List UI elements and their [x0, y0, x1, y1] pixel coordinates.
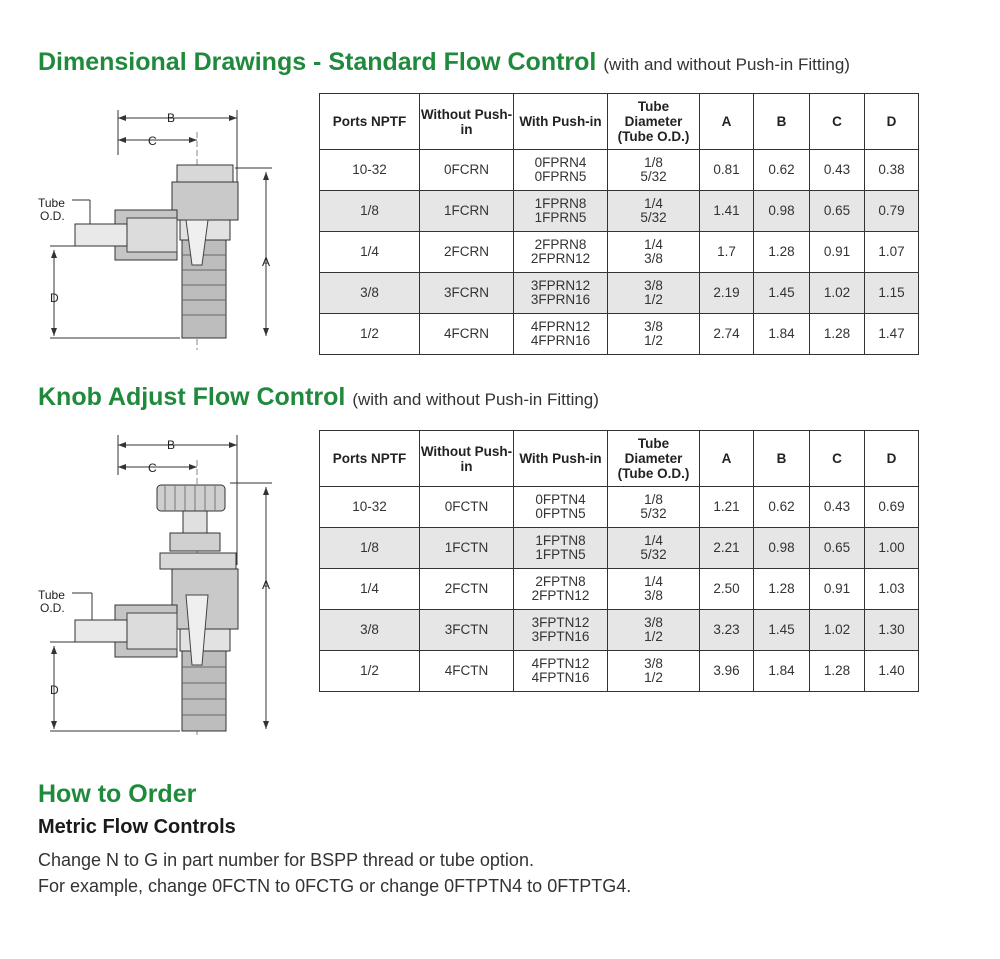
cell-with	[514, 528, 608, 569]
drawing2-label-a: A	[262, 578, 271, 592]
cell-without: 2FCRN	[420, 232, 514, 273]
cell-tube-2: 1/2	[644, 333, 663, 348]
cell-tube-2: 1/2	[644, 670, 663, 685]
section2-subtitle: (with and without Push-in Fitting)	[352, 390, 599, 409]
cell-tube-2: 1/2	[644, 292, 663, 307]
cell-tube-1: 1/4	[644, 196, 663, 211]
cell-d: 1.07	[865, 232, 919, 273]
col-d: D	[865, 94, 919, 150]
drawing1-label-od: O.D.	[40, 209, 65, 223]
drawing2-label-tube: Tube	[38, 588, 65, 602]
cell-with	[514, 273, 608, 314]
cell-tube-1: 3/8	[644, 278, 663, 293]
cell-with-1: 0FPTN4	[535, 492, 586, 507]
cell-b: 0.98	[754, 191, 810, 232]
cell-a: 1.7	[700, 232, 754, 273]
cell-b: 1.45	[754, 610, 810, 651]
standard-flow-control-table	[319, 93, 919, 355]
cell-tube-2: 1/2	[644, 629, 663, 644]
cell-with-2: 0FPRN5	[534, 169, 587, 184]
cell-c: 0.65	[810, 191, 865, 232]
cell-tube	[608, 528, 700, 569]
table-header-row	[320, 431, 919, 487]
table-row	[320, 610, 919, 651]
cell-with-1: 4FPTN12	[531, 656, 590, 671]
table-row	[320, 314, 919, 355]
cell-tube-1: 1/4	[644, 237, 663, 252]
table-row	[320, 487, 919, 528]
knob-flow-control-table	[319, 430, 919, 692]
cell-with-2: 1FPRN5	[534, 210, 587, 225]
cell-tube	[608, 273, 700, 314]
cell-with	[514, 191, 608, 232]
section1-subtitle: (with and without Push-in Fitting)	[603, 55, 850, 74]
cell-d: 1.47	[865, 314, 919, 355]
cell-port: 1/8	[320, 528, 420, 569]
table-row	[320, 651, 919, 692]
cell-without: 1FCRN	[420, 191, 514, 232]
cell-with	[514, 569, 608, 610]
col-a: A	[700, 94, 754, 150]
order-title: How to Order	[38, 780, 197, 808]
cell-port: 1/4	[320, 569, 420, 610]
cell-c: 0.91	[810, 569, 865, 610]
cell-a: 2.50	[700, 569, 754, 610]
cell-with-2: 2FPTN12	[531, 588, 590, 603]
cell-c: 0.91	[810, 232, 865, 273]
cell-c: 0.43	[810, 150, 865, 191]
drawing2-label-c: C	[148, 461, 157, 475]
cell-d: 0.38	[865, 150, 919, 191]
cell-with-2: 3FPTN16	[531, 629, 590, 644]
cell-tube	[608, 191, 700, 232]
drawing1-label-a: A	[262, 255, 271, 269]
cell-b: 0.62	[754, 487, 810, 528]
cell-with-1: 1FPRN8	[534, 196, 587, 211]
table-header-row	[320, 94, 919, 150]
cell-d: 0.79	[865, 191, 919, 232]
section2-heading	[38, 383, 599, 412]
cell-a: 2.74	[700, 314, 754, 355]
cell-with	[514, 314, 608, 355]
cell-b: 1.84	[754, 651, 810, 692]
cell-b: 1.45	[754, 273, 810, 314]
drawing1-label-b: B	[167, 111, 176, 125]
cell-tube-2: 5/32	[640, 169, 667, 184]
col-ports: Ports NPTF	[320, 431, 420, 487]
cell-d: 0.69	[865, 487, 919, 528]
cell-b: 1.84	[754, 314, 810, 355]
drawing2-label-b: B	[167, 438, 176, 452]
cell-tube	[608, 232, 700, 273]
cell-with-1: 4FPRN12	[530, 319, 591, 334]
cell-with-1: 1FPTN8	[535, 533, 586, 548]
cell-c: 0.65	[810, 528, 865, 569]
cell-without: 3FCTN	[420, 610, 514, 651]
cell-a: 3.23	[700, 610, 754, 651]
cell-a: 1.21	[700, 487, 754, 528]
cell-tube-1: 1/4	[644, 574, 663, 589]
cell-without: 1FCTN	[420, 528, 514, 569]
cell-tube-2: 5/32	[640, 547, 667, 562]
cell-d: 1.03	[865, 569, 919, 610]
cell-tube-2: 3/8	[644, 588, 663, 603]
cell-with-1: 0FPRN4	[534, 155, 587, 170]
cell-port: 3/8	[320, 273, 420, 314]
cell-tube	[608, 569, 700, 610]
col-c: C	[810, 431, 865, 487]
table-row	[320, 528, 919, 569]
cell-a: 2.21	[700, 528, 754, 569]
cell-with-1: 2FPTN8	[535, 574, 586, 589]
cell-with-1: 3FPRN12	[530, 278, 591, 293]
col-with: With Push-in	[514, 94, 608, 150]
cell-with	[514, 150, 608, 191]
cell-tube-1: 3/8	[644, 319, 663, 334]
cell-tube-2: 3/8	[644, 251, 663, 266]
cell-port: 10-32	[320, 487, 420, 528]
cell-tube	[608, 610, 700, 651]
cell-tube	[608, 487, 700, 528]
cell-port: 3/8	[320, 610, 420, 651]
table-row	[320, 232, 919, 273]
table-row	[320, 273, 919, 314]
cell-d: 1.40	[865, 651, 919, 692]
section2-title: Knob Adjust Flow Control	[38, 383, 346, 411]
cell-b: 0.62	[754, 150, 810, 191]
cell-with-2: 4FPTN16	[531, 670, 590, 685]
cell-tube-2: 5/32	[640, 210, 667, 225]
cell-d: 1.30	[865, 610, 919, 651]
cell-with-2: 0FPTN5	[535, 506, 586, 521]
order-line-2: For example, change 0FCTN to 0FCTG or change 0FTPTN4 to 0FTPTG4.	[38, 876, 632, 896]
cell-c: 1.28	[810, 651, 865, 692]
cell-c: 1.02	[810, 273, 865, 314]
cell-with	[514, 651, 608, 692]
cell-a: 0.81	[700, 150, 754, 191]
cell-b: 1.28	[754, 232, 810, 273]
cell-b: 0.98	[754, 528, 810, 569]
col-ports: Ports NPTF	[320, 94, 420, 150]
cell-c: 0.43	[810, 487, 865, 528]
cell-with-2: 3FPRN16	[530, 292, 591, 307]
drawing1-label-c: C	[148, 134, 157, 148]
cell-b: 1.28	[754, 569, 810, 610]
col-b: B	[754, 94, 810, 150]
section1-title: Dimensional Drawings - Standard Flow Control	[38, 48, 597, 76]
cell-tube	[608, 150, 700, 191]
cell-a: 2.19	[700, 273, 754, 314]
cell-tube-1: 3/8	[644, 615, 663, 630]
cell-without: 4FCTN	[420, 651, 514, 692]
cell-tube-2: 5/32	[640, 506, 667, 521]
table-row	[320, 569, 919, 610]
cell-with-1: 2FPRN8	[534, 237, 587, 252]
col-d: D	[865, 431, 919, 487]
cell-port: 10-32	[320, 150, 420, 191]
cell-with-2: 4FPRN16	[530, 333, 591, 348]
cell-with	[514, 232, 608, 273]
drawing1-label-d: D	[50, 291, 59, 305]
cell-without: 4FCRN	[420, 314, 514, 355]
cell-a: 3.96	[700, 651, 754, 692]
cell-without: 3FCRN	[420, 273, 514, 314]
drawing2-label-d: D	[50, 683, 59, 697]
col-a: A	[700, 431, 754, 487]
cell-tube	[608, 651, 700, 692]
table-row	[320, 191, 919, 232]
cell-c: 1.02	[810, 610, 865, 651]
cell-port: 1/2	[320, 314, 420, 355]
cell-port: 1/2	[320, 651, 420, 692]
cell-without: 0FCTN	[420, 487, 514, 528]
col-tube-diameter: Tube Diameter (Tube O.D.)	[608, 431, 700, 487]
cell-without: 2FCTN	[420, 569, 514, 610]
cell-tube-1: 1/8	[644, 492, 663, 507]
cell-with-1: 3FPTN12	[531, 615, 590, 630]
cell-d: 1.00	[865, 528, 919, 569]
col-without: Without Push-in	[420, 431, 514, 487]
table-row	[320, 150, 919, 191]
drawing2-label-od: O.D.	[40, 601, 65, 615]
section1-heading	[38, 48, 850, 77]
standard-flow-control-drawing	[30, 100, 290, 350]
cell-with-2: 2FPRN12	[530, 251, 591, 266]
order-subtitle: Metric Flow Controls	[38, 816, 236, 838]
cell-tube-1: 3/8	[644, 656, 663, 671]
knob-flow-control-drawing	[30, 435, 290, 735]
col-without: Without Push-in	[420, 94, 514, 150]
col-with: With Push-in	[514, 431, 608, 487]
cell-with-2: 1FPTN5	[535, 547, 586, 562]
cell-port: 1/8	[320, 191, 420, 232]
order-line-1: Change N to G in part number for BSPP thread or tube option.	[38, 850, 534, 870]
cell-without: 0FCRN	[420, 150, 514, 191]
col-tube-diameter: Tube Diameter (Tube O.D.)	[608, 94, 700, 150]
cell-tube-1: 1/4	[644, 533, 663, 548]
cell-port: 1/4	[320, 232, 420, 273]
cell-c: 1.28	[810, 314, 865, 355]
cell-d: 1.15	[865, 273, 919, 314]
col-b: B	[754, 431, 810, 487]
cell-tube	[608, 314, 700, 355]
cell-a: 1.41	[700, 191, 754, 232]
cell-tube-1: 1/8	[644, 155, 663, 170]
cell-with	[514, 610, 608, 651]
col-c: C	[810, 94, 865, 150]
drawing1-label-tube: Tube	[38, 196, 65, 210]
cell-with	[514, 487, 608, 528]
